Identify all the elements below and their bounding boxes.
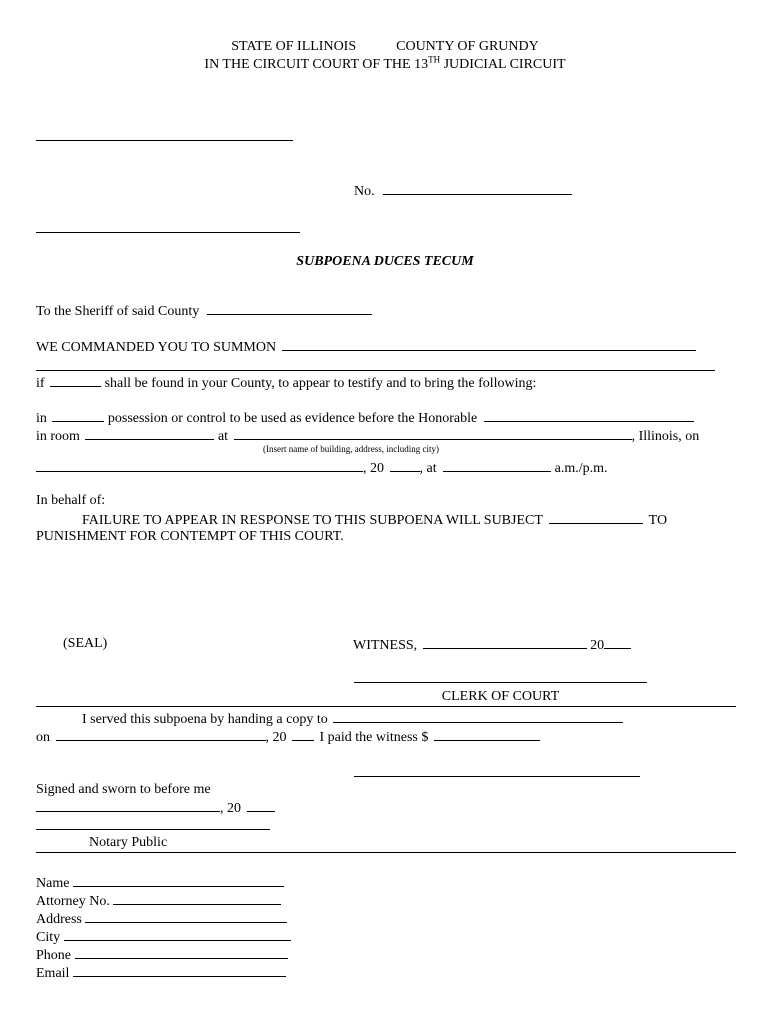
attorney-city-field[interactable] [64,928,291,941]
attorney-address-row [36,910,287,928]
attorney-address-field[interactable] [85,910,287,923]
if-pronoun-field[interactable] [50,374,101,387]
ampm-label: a.m./p.m. [554,461,608,476]
judge-name-field[interactable] [484,409,694,422]
notary-signature-line[interactable] [36,829,270,830]
court-label: IN THE CIRCUIT COURT OF THE 13 [204,57,429,72]
in-label: in [36,411,47,426]
service-on-label: on [36,730,50,745]
witness-label: WITNESS, [353,638,418,653]
sworn-date-field[interactable] [36,799,220,812]
insert-note: (Insert name of building, address, including city) [263,444,439,454]
server-signature-line[interactable] [354,776,640,777]
sheriff-county-field[interactable] [207,302,372,315]
plaintiff-line[interactable] [36,140,293,141]
section-divider-1 [36,706,736,707]
possession-line [36,409,694,427]
attorney-name-field[interactable] [73,874,284,887]
failure-line [82,511,667,529]
attorney-phone-label: Phone [36,948,71,963]
sheriff-line [36,302,372,320]
state-label: STATE OF ILLINOIS [231,39,357,54]
punishment-text: PUNISHMENT FOR CONTEMPT OF THIS COURT. [36,529,344,544]
possession-pronoun-field[interactable] [52,409,104,422]
paid-label: I paid the witness $ [319,730,429,745]
date-line [36,459,608,477]
command-line [36,338,696,356]
notary-label: Notary Public [89,835,168,850]
at-label: at [217,429,229,444]
case-no-field[interactable] [383,182,572,195]
document-title: SUBPOENA DUCES TECUM [296,254,474,269]
served-person-field[interactable] [333,710,623,723]
attorney-phone-field[interactable] [75,946,288,959]
room-field[interactable] [85,427,214,440]
building-address-field[interactable] [234,427,632,440]
failure-text: FAILURE TO APPEAR IN RESPONSE TO THIS SUBPOENA WILL SUBJECT [82,513,543,528]
court-label-end: JUDICIAL CIRCUIT [440,57,566,72]
room-label: in room [36,429,80,444]
summon-name-field[interactable] [282,338,696,351]
served-line [82,710,623,728]
sworn-year-field[interactable] [247,799,275,812]
case-number [354,182,572,200]
court-ordinal: TH [428,54,441,65]
attorney-email-label: Email [36,966,70,981]
attorney-number-label: Attorney No. [36,894,110,909]
served-text: I served this subpoena by handing a copy to [82,712,328,727]
attorney-email-field[interactable] [73,964,286,977]
attorney-number-row [36,892,281,910]
sworn-year-prefix: , 20 [220,801,241,816]
witness-year-field[interactable] [604,636,631,649]
command-label: WE COMMANDED YOU TO SUMMON [36,340,277,355]
if-text: shall be found in your County, to appear to testify and to bring the following: [104,376,537,391]
date-field[interactable] [36,459,363,472]
witness-date-field[interactable] [423,636,587,649]
court-header-line2 [0,54,770,73]
service-year-prefix: , 20 [265,730,287,745]
subject-field[interactable] [549,511,643,524]
witness-line [353,636,631,654]
summon-name-field-2[interactable] [36,370,715,371]
attorney-phone-row [36,946,288,964]
room-line [36,427,699,445]
year-field[interactable] [390,459,420,472]
defendant-line[interactable] [36,232,300,233]
county-label: COUNTY OF GRUNDY [396,39,539,54]
sheriff-label: To the Sheriff of said County [36,304,200,319]
date-at-label: , at [419,461,437,476]
if-label: if [36,376,45,391]
witness-fee-field[interactable] [434,728,540,741]
behalf-label: In behalf of: [36,493,106,508]
service-date-line [36,728,540,746]
service-year-field[interactable] [292,728,314,741]
if-line [36,374,536,392]
case-no-label: No. [354,184,375,199]
sworn-date-line [36,799,275,817]
to-label: TO [648,513,668,528]
illinois-on-label: , Illinois, on [631,429,700,444]
attorney-name-label: Name [36,876,70,891]
attorney-address-label: Address [36,912,82,927]
attorney-name-row [36,874,284,892]
court-header-line1 [0,39,770,55]
clerk-label: CLERK OF COURT [441,689,560,704]
seal-label: (SEAL) [63,636,108,651]
sworn-label: Signed and sworn to before me [36,782,211,797]
time-field[interactable] [443,459,551,472]
possession-text: possession or control to be used as evidence before the Honorable [107,411,478,426]
witness-year-prefix: 20 [590,638,605,653]
section-divider-2 [36,852,736,853]
attorney-city-label: City [36,930,61,945]
attorney-number-field[interactable] [113,892,281,905]
clerk-signature-line[interactable] [354,682,647,683]
attorney-email-row [36,964,286,982]
attorney-city-row [36,928,291,946]
date-year-prefix: , 20 [363,461,384,476]
service-date-field[interactable] [56,728,266,741]
